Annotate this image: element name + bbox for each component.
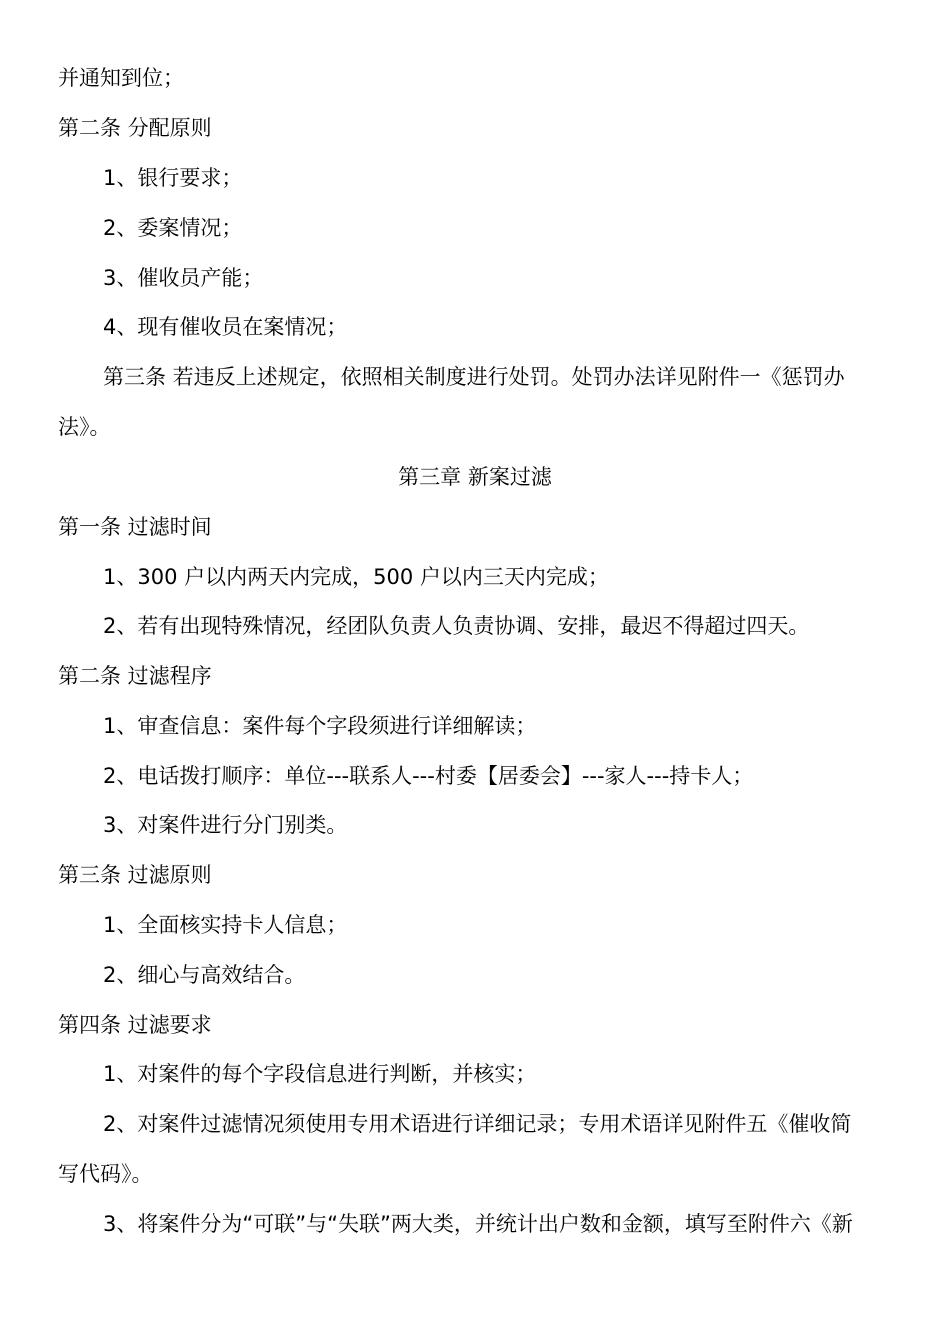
list-item: 1、对案件的每个字段信息进行判断，并核实；: [103, 1062, 537, 1086]
list-item: 2、对案件过滤情况须使用专用术语进行详细记录；专用术语详见附件五《催收简: [103, 1112, 852, 1136]
article-heading: 第一条 过滤时间: [58, 515, 212, 539]
list-item: 1、全面核实持卡人信息；: [103, 913, 348, 937]
list-item: 2、委案情况；: [103, 216, 243, 240]
list-item: 4、现有催收员在案情况；: [103, 315, 348, 339]
article-heading: 第二条 过滤程序: [58, 664, 212, 688]
article-heading: 第三条 过滤原则: [58, 863, 212, 887]
article-heading: 第二条 分配原则: [58, 116, 212, 140]
list-item: 2、电话拨打顺序：单位---联系人---村委【居委会】---家人---持卡人；: [103, 764, 754, 788]
list-item: 2、若有出现特殊情况，经团队负责人负责协调、安排，最迟不得超过四天。: [103, 614, 810, 638]
list-item: 3、催收员产能；: [103, 266, 264, 290]
paragraph-line: 法》。: [58, 415, 111, 439]
list-item: 2、细心与高效结合。: [103, 963, 306, 987]
paragraph-line: 写代码》。: [58, 1162, 153, 1186]
article-heading: 第四条 过滤要求: [58, 1013, 212, 1037]
list-item: 1、300 户以内两天内完成，500 户以内三天内完成；: [103, 565, 609, 589]
list-item: 3、将案件分为“可联”与“失联”两大类，并统计出户数和金额，填写至附件六《新: [103, 1212, 853, 1236]
text-line: 并通知到位；: [58, 66, 184, 90]
list-item: 1、审查信息：案件每个字段须进行详细解读；: [103, 714, 537, 738]
paragraph-line: 第三条 若违反上述规定，依照相关制度进行处罚。处罚办法详见附件一《惩罚办: [103, 365, 845, 389]
list-item: 1、银行要求；: [103, 166, 243, 190]
list-item: 3、对案件进行分门别类。: [103, 813, 348, 837]
chapter-title: 第三章 新案过滤: [398, 465, 552, 489]
